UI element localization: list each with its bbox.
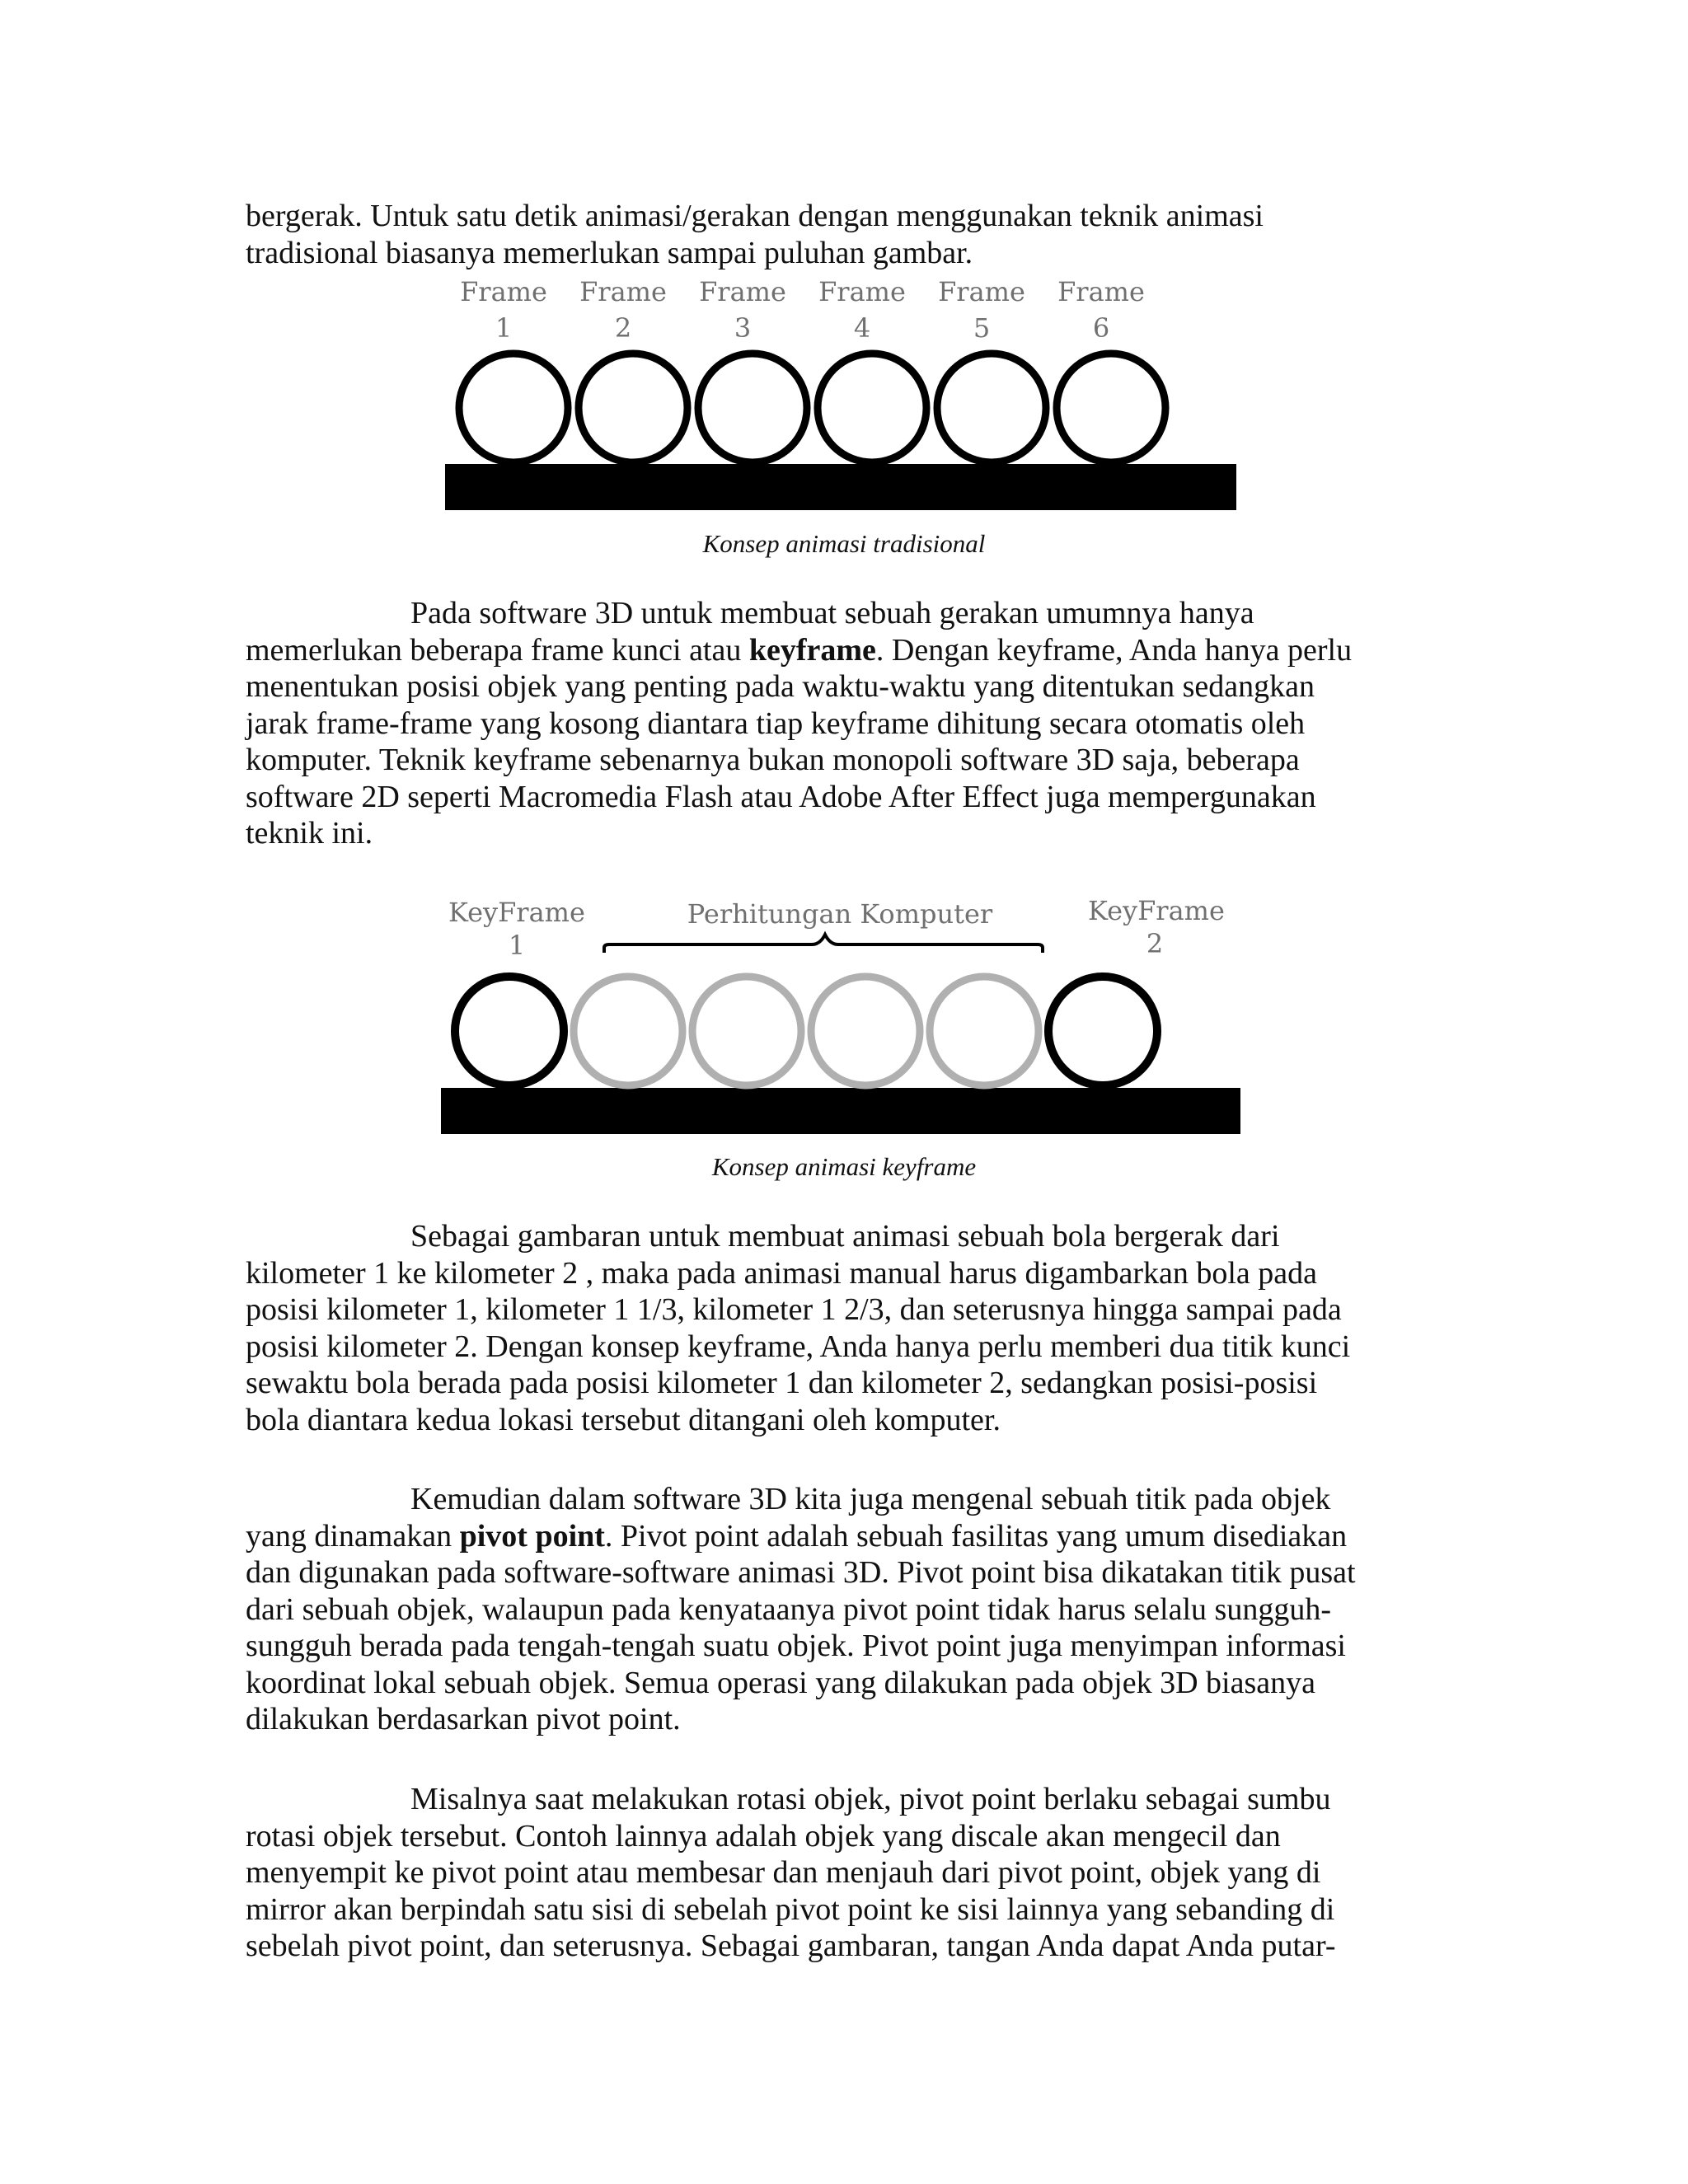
text-segment: memerlukan beberapa frame kunci atau — [246, 632, 749, 668]
figure-2-caption: Konsep animasi keyframe — [711, 1152, 977, 1181]
text-line: dilakukan berdasarkan pivot point. — [246, 1702, 681, 1736]
frame-label-number: 1 — [495, 312, 513, 344]
figure-traditional-animation — [445, 276, 1236, 515]
text-line: rotasi objek tersebut. Contoh lainnya adalah objek yang discale akan mengecil dan — [246, 1818, 1281, 1854]
figure-1-caption: Konsep animasi tradisional — [702, 529, 986, 558]
text-line: menyempit ke pivot point atau membesar dan menjauh dari pivot point, objek yang di — [246, 1855, 1321, 1890]
paragraph-4 — [246, 1481, 1449, 1738]
keyframe-2-label-number: 2 — [1146, 928, 1164, 959]
pivot-point-term: pivot point — [459, 1518, 605, 1554]
frame-label-word: Frame — [1057, 276, 1145, 307]
text-line: menentukan posisi objek yang penting pada waktu-waktu yang ditentukan sedangkan — [246, 669, 1315, 704]
frame-label-number: 2 — [614, 312, 632, 344]
text-line: posisi kilometer 2. Dengan konsep keyframe, Anda hanya perlu memberi dua titik kunci — [246, 1329, 1351, 1364]
text-line: jarak frame-frame yang kosong diantara tiap keyframe dihitung secara otomatis oleh — [246, 705, 1306, 741]
paragraph-2 — [246, 595, 1449, 852]
ball-frame-4 — [818, 354, 926, 462]
keyframe-animation-diagram — [441, 897, 1240, 1140]
ball-frame-2 — [579, 354, 687, 462]
text-line: kilometer 1 ke kilometer 2 , maka pada animasi manual harus digambarkan bola pada — [246, 1255, 1317, 1291]
text-line: teknik ini. — [246, 816, 373, 851]
text-line: bola diantara kedua lokasi tersebut ditangani oleh komputer. — [246, 1402, 1001, 1437]
text-line: mirror akan berpindah satu sisi di sebelah pivot point ke sisi lainnya yang sebanding di — [246, 1891, 1335, 1927]
text-line: dari sebuah objek, walaupun pada kenyataanya pivot point tidak harus selalu sungguh- — [246, 1591, 1331, 1627]
text-line: Pada software 3D untuk membuat sebuah gerakan umumnya hanya — [410, 596, 1254, 630]
ball-interpolated — [574, 977, 682, 1085]
ball-frame-3 — [698, 354, 807, 462]
text-segment: yang dinamakan — [246, 1518, 460, 1554]
text-line: bergerak. Untuk satu detik animasi/gerakan dengan menggunakan teknik animasi — [246, 199, 1264, 233]
computed-frames-label: Perhitungan Komputer — [687, 898, 993, 930]
frame-label-number: 5 — [973, 312, 991, 344]
text-line: Sebagai gambaran untuk membuat animasi sebuah bola bergerak dari — [410, 1219, 1280, 1254]
frame-label-word: Frame — [699, 276, 786, 307]
paragraph-5 — [246, 1781, 1449, 1965]
ball-interpolated — [930, 977, 1039, 1085]
traditional-animation-diagram — [445, 276, 1236, 515]
ball-frame-5 — [937, 354, 1046, 462]
text-segment: . Dengan keyframe, Anda hanya perlu — [875, 632, 1353, 668]
ball-frame-1 — [459, 354, 568, 462]
text-line: dan digunakan pada software-software animasi 3D. Pivot point bisa dikatakan titik pusat — [246, 1555, 1356, 1590]
figure-keyframe-animation — [441, 897, 1240, 1140]
keyframe-1-label-word: KeyFrame — [448, 897, 585, 928]
text-line: sungguh berada pada tengah-tengah suatu objek. Pivot point juga menyimpan informasi — [246, 1629, 1346, 1663]
text-line: Misalnya saat melakukan rotasi objek, pivot point berlaku sebagai sumbu — [410, 1782, 1331, 1816]
frame-label-number: 6 — [1092, 312, 1110, 344]
frame-label-word: Frame — [938, 276, 1025, 307]
frame-label-number: 3 — [734, 312, 752, 344]
text-line: software 2D seperti Macromedia Flash atau Adobe After Effect juga mempergunakan — [246, 779, 1316, 814]
frame-label-word: Frame — [460, 276, 547, 307]
text-line: komputer. Teknik keyframe sebenarnya bukan monopoli software 3D saja, beberapa — [246, 743, 1300, 777]
computed-frames-bracket — [604, 935, 1043, 953]
ball-keyframe — [1048, 977, 1157, 1085]
text-line — [246, 632, 1449, 669]
text-line: Kemudian dalam software 3D kita juga mengenal sebuah titik pada objek — [410, 1482, 1331, 1516]
keyframe-term: keyframe — [748, 632, 876, 668]
text-line — [246, 1518, 1449, 1555]
paragraph-3 — [246, 1218, 1449, 1438]
text-line: posisi kilometer 1, kilometer 1 1/3, kilometer 1 2/3, dan seterusnya hingga sampai pada — [246, 1292, 1342, 1327]
frame-label-word: Frame — [818, 276, 906, 307]
text-line: koordinat lokal sebuah objek. Semua operasi yang dilakukan pada objek 3D biasanya — [246, 1665, 1315, 1700]
text-segment: . Pivot point adalah sebuah fasilitas yang umum disediakan — [604, 1518, 1348, 1554]
text-line: tradisional biasanya memerlukan sampai puluhan gambar. — [246, 235, 973, 270]
text-line: sewaktu bola berada pada posisi kilometer 1 dan kilometer 2, sedangkan posisi-posisi — [246, 1366, 1318, 1400]
ball-keyframe — [455, 977, 564, 1085]
ground-bar — [445, 464, 1236, 510]
frame-label-word: Frame — [579, 276, 667, 307]
frame-label-number: 4 — [853, 312, 871, 344]
paragraph-1 — [246, 198, 1449, 271]
ball-frame-6 — [1057, 354, 1165, 462]
ball-interpolated — [692, 977, 801, 1085]
text-line: sebelah pivot point, dan seterusnya. Sebagai gambaran, tangan Anda dapat Anda putar- — [246, 1929, 1336, 1963]
keyframe-2-label-word: KeyFrame — [1088, 897, 1225, 926]
ball-interpolated — [811, 977, 920, 1085]
ground-bar — [441, 1088, 1240, 1134]
keyframe-1-label-number: 1 — [508, 930, 526, 961]
